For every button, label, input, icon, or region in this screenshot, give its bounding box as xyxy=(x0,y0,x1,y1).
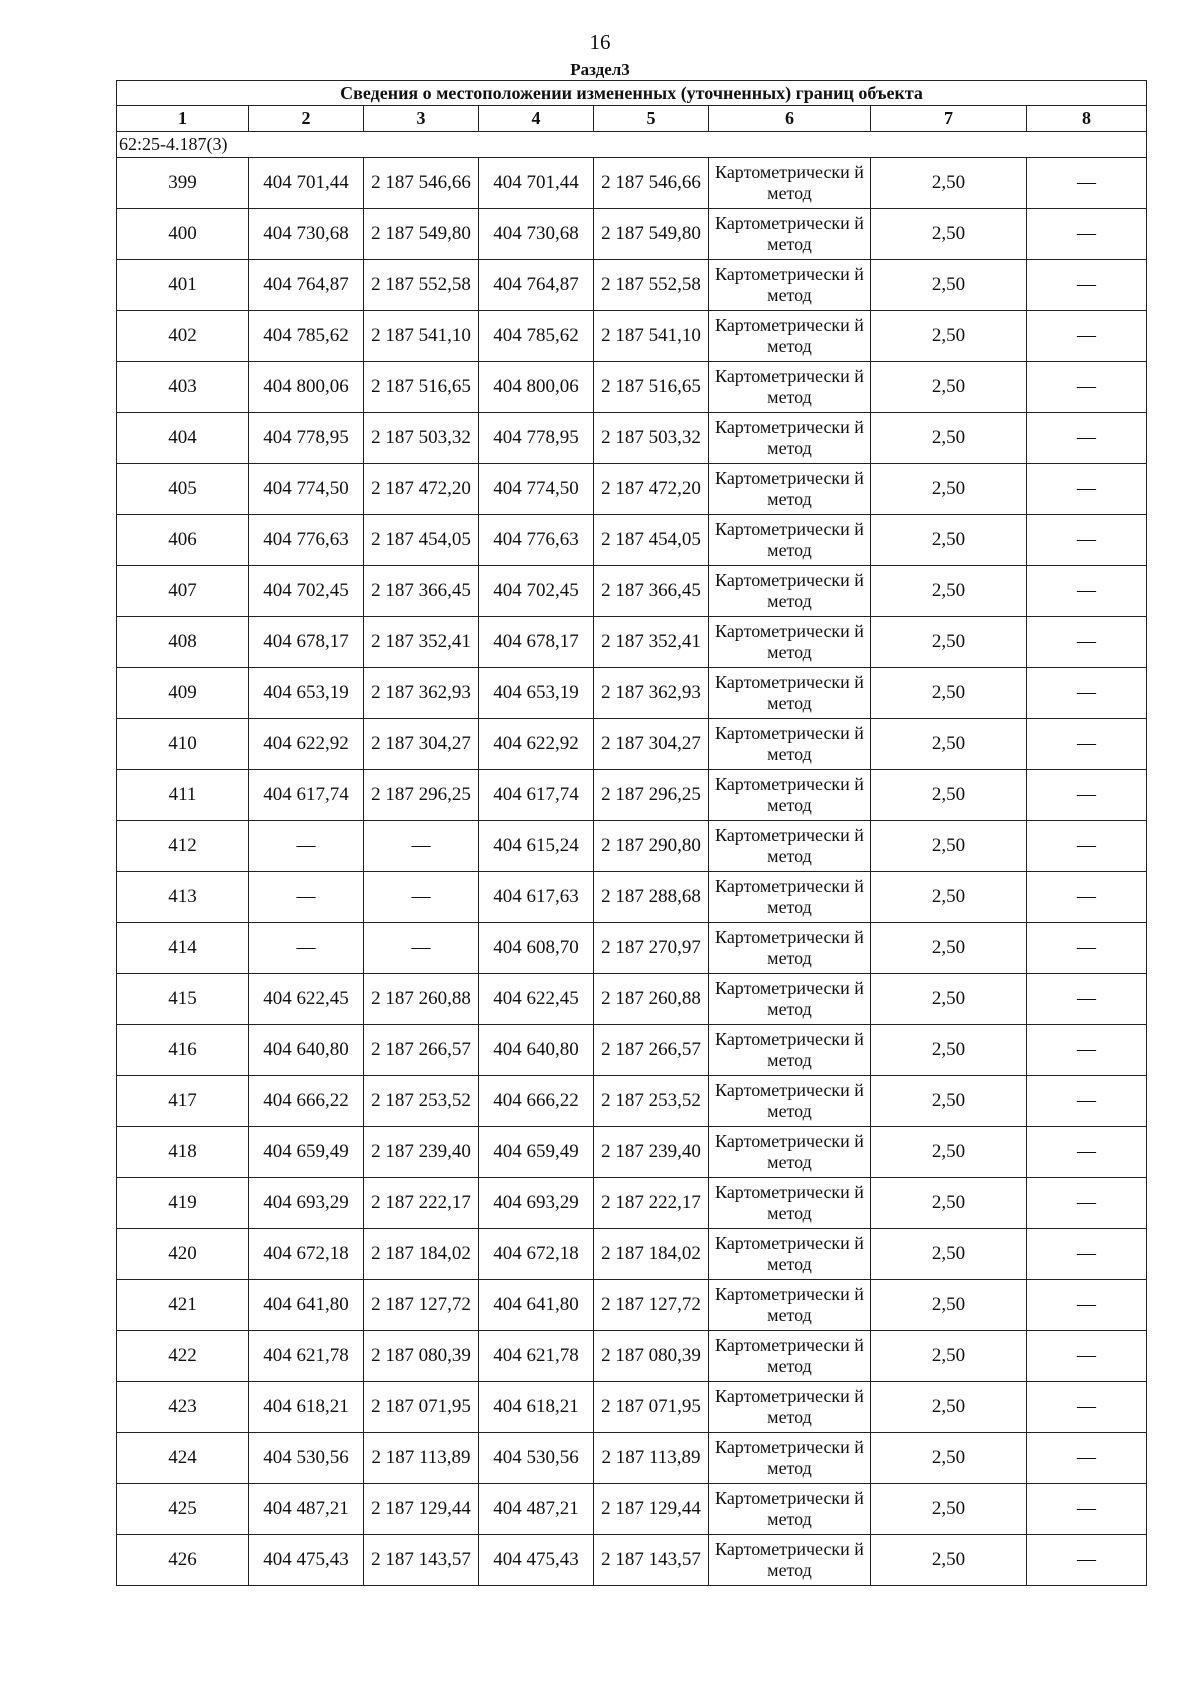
accuracy-cell: 2,50 xyxy=(871,1025,1027,1076)
table-title-row xyxy=(117,81,1147,106)
new-x-cell: 404 487,21 xyxy=(479,1484,594,1535)
method-cell: Картометрически й метод xyxy=(709,413,871,464)
new-x-cell: 404 621,78 xyxy=(479,1331,594,1382)
accuracy-cell: 2,50 xyxy=(871,158,1027,209)
old-x-cell: 404 693,29 xyxy=(249,1178,364,1229)
accuracy-cell: 2,50 xyxy=(871,821,1027,872)
new-y-cell: 2 187 253,52 xyxy=(594,1076,709,1127)
table-row xyxy=(117,923,1147,974)
old-y-cell: 2 187 546,66 xyxy=(364,158,479,209)
accuracy-cell: 2,50 xyxy=(871,515,1027,566)
accuracy-cell: 2,50 xyxy=(871,1433,1027,1484)
table-row xyxy=(117,770,1147,821)
method-cell: Картометрически й метод xyxy=(709,464,871,515)
new-y-cell: 2 187 472,20 xyxy=(594,464,709,515)
point-number-cell: 420 xyxy=(117,1229,249,1280)
accuracy-cell: 2,50 xyxy=(871,209,1027,260)
description-cell: — xyxy=(1027,1280,1147,1331)
description-cell: — xyxy=(1027,1433,1147,1484)
old-x-cell: 404 778,95 xyxy=(249,413,364,464)
description-cell: — xyxy=(1027,1331,1147,1382)
new-x-cell: 404 618,21 xyxy=(479,1382,594,1433)
new-y-cell: 2 187 113,89 xyxy=(594,1433,709,1484)
description-cell: — xyxy=(1027,872,1147,923)
new-x-cell: 404 659,49 xyxy=(479,1127,594,1178)
description-cell: — xyxy=(1027,770,1147,821)
table-row xyxy=(117,260,1147,311)
new-y-cell: 2 187 222,17 xyxy=(594,1178,709,1229)
old-x-cell: — xyxy=(249,821,364,872)
table-body xyxy=(117,81,1147,1586)
old-x-cell: 404 653,19 xyxy=(249,668,364,719)
description-cell: — xyxy=(1027,617,1147,668)
old-y-cell: 2 187 454,05 xyxy=(364,515,479,566)
method-cell: Картометрически й метод xyxy=(709,1484,871,1535)
table-row xyxy=(117,1229,1147,1280)
method-cell: Картометрически й метод xyxy=(709,515,871,566)
old-y-cell: 2 187 127,72 xyxy=(364,1280,479,1331)
accuracy-cell: 2,50 xyxy=(871,770,1027,821)
new-y-cell: 2 187 129,44 xyxy=(594,1484,709,1535)
point-number-cell: 414 xyxy=(117,923,249,974)
table-row xyxy=(117,1484,1147,1535)
table-title: Сведения о местоположении измененных (уточненных) границ объекта xyxy=(117,81,1147,106)
point-number-cell: 409 xyxy=(117,668,249,719)
point-number-cell: 422 xyxy=(117,1331,249,1382)
point-number-cell: 413 xyxy=(117,872,249,923)
new-y-cell: 2 187 239,40 xyxy=(594,1127,709,1178)
new-y-cell: 2 187 080,39 xyxy=(594,1331,709,1382)
old-y-cell: 2 187 222,17 xyxy=(364,1178,479,1229)
method-cell: Картометрически й метод xyxy=(709,1382,871,1433)
table-row xyxy=(117,1382,1147,1433)
new-x-cell: 404 800,06 xyxy=(479,362,594,413)
method-cell: Картометрически й метод xyxy=(709,209,871,260)
table-row xyxy=(117,1025,1147,1076)
method-cell: Картометрически й метод xyxy=(709,260,871,311)
point-number-cell: 425 xyxy=(117,1484,249,1535)
old-y-cell: — xyxy=(364,923,479,974)
accuracy-cell: 2,50 xyxy=(871,1178,1027,1229)
description-cell: — xyxy=(1027,1382,1147,1433)
accuracy-cell: 2,50 xyxy=(871,923,1027,974)
description-cell: — xyxy=(1027,719,1147,770)
old-x-cell: 404 764,87 xyxy=(249,260,364,311)
section-title: Раздел3 xyxy=(570,60,630,79)
old-y-cell: 2 187 362,93 xyxy=(364,668,479,719)
old-y-cell: 2 187 549,80 xyxy=(364,209,479,260)
point-number-cell: 410 xyxy=(117,719,249,770)
method-cell: Картометрически й метод xyxy=(709,1535,871,1586)
old-x-cell: 404 666,22 xyxy=(249,1076,364,1127)
new-y-cell: 2 187 454,05 xyxy=(594,515,709,566)
new-y-cell: 2 187 552,58 xyxy=(594,260,709,311)
new-y-cell: 2 187 127,72 xyxy=(594,1280,709,1331)
column-number-row xyxy=(117,106,1147,132)
old-y-cell: 2 187 304,27 xyxy=(364,719,479,770)
table-row xyxy=(117,1076,1147,1127)
table-row xyxy=(117,566,1147,617)
boundary-coordinates-table xyxy=(116,80,1147,1586)
method-cell: Картометрически й метод xyxy=(709,1076,871,1127)
old-x-cell: 404 659,49 xyxy=(249,1127,364,1178)
point-number-cell: 400 xyxy=(117,209,249,260)
point-number-cell: 418 xyxy=(117,1127,249,1178)
method-cell: Картометрически й метод xyxy=(709,1178,871,1229)
point-number-cell: 412 xyxy=(117,821,249,872)
method-cell: Картометрически й метод xyxy=(709,668,871,719)
accuracy-cell: 2,50 xyxy=(871,1382,1027,1433)
method-cell: Картометрически й метод xyxy=(709,617,871,668)
old-x-cell: 404 622,45 xyxy=(249,974,364,1025)
old-x-cell: 404 622,92 xyxy=(249,719,364,770)
point-number-cell: 415 xyxy=(117,974,249,1025)
new-y-cell: 2 187 362,93 xyxy=(594,668,709,719)
point-number-cell: 407 xyxy=(117,566,249,617)
new-x-cell: 404 653,19 xyxy=(479,668,594,719)
description-cell: — xyxy=(1027,311,1147,362)
table-row xyxy=(117,362,1147,413)
old-y-cell: 2 187 266,57 xyxy=(364,1025,479,1076)
new-y-cell: 2 187 184,02 xyxy=(594,1229,709,1280)
accuracy-cell: 2,50 xyxy=(871,1229,1027,1280)
new-x-cell: 404 475,43 xyxy=(479,1535,594,1586)
old-x-cell: 404 672,18 xyxy=(249,1229,364,1280)
old-x-cell: 404 702,45 xyxy=(249,566,364,617)
table-row xyxy=(117,821,1147,872)
method-cell: Картометрически й метод xyxy=(709,1280,871,1331)
table-row xyxy=(117,617,1147,668)
accuracy-cell: 2,50 xyxy=(871,1127,1027,1178)
old-x-cell: — xyxy=(249,923,364,974)
description-cell: — xyxy=(1027,362,1147,413)
old-y-cell: 2 187 239,40 xyxy=(364,1127,479,1178)
old-x-cell: 404 785,62 xyxy=(249,311,364,362)
new-x-cell: 404 615,24 xyxy=(479,821,594,872)
old-y-cell: 2 187 080,39 xyxy=(364,1331,479,1382)
description-cell: — xyxy=(1027,515,1147,566)
column-number: 3 xyxy=(364,106,479,132)
description-cell: — xyxy=(1027,668,1147,719)
old-y-cell: — xyxy=(364,872,479,923)
point-number-cell: 406 xyxy=(117,515,249,566)
method-cell: Картометрически й метод xyxy=(709,1229,871,1280)
old-x-cell: — xyxy=(249,872,364,923)
column-number: 4 xyxy=(479,106,594,132)
old-x-cell: 404 617,74 xyxy=(249,770,364,821)
column-number: 8 xyxy=(1027,106,1147,132)
table-row xyxy=(117,209,1147,260)
old-y-cell: 2 187 541,10 xyxy=(364,311,479,362)
new-x-cell: 404 622,45 xyxy=(479,974,594,1025)
point-number-cell: 408 xyxy=(117,617,249,668)
table-row xyxy=(117,1127,1147,1178)
accuracy-cell: 2,50 xyxy=(871,1484,1027,1535)
new-x-cell: 404 617,74 xyxy=(479,770,594,821)
accuracy-cell: 2,50 xyxy=(871,617,1027,668)
old-y-cell: 2 187 472,20 xyxy=(364,464,479,515)
new-x-cell: 404 641,80 xyxy=(479,1280,594,1331)
new-x-cell: 404 702,45 xyxy=(479,566,594,617)
description-cell: — xyxy=(1027,974,1147,1025)
table-row xyxy=(117,413,1147,464)
old-y-cell: 2 187 366,45 xyxy=(364,566,479,617)
table-row xyxy=(117,1178,1147,1229)
old-x-cell: 404 530,56 xyxy=(249,1433,364,1484)
description-cell: — xyxy=(1027,1229,1147,1280)
description-cell: — xyxy=(1027,1484,1147,1535)
old-x-cell: 404 678,17 xyxy=(249,617,364,668)
old-x-cell: 404 641,80 xyxy=(249,1280,364,1331)
point-number-cell: 417 xyxy=(117,1076,249,1127)
old-y-cell: 2 187 253,52 xyxy=(364,1076,479,1127)
old-x-cell: 404 640,80 xyxy=(249,1025,364,1076)
page-number: 16 xyxy=(589,30,611,54)
new-x-cell: 404 617,63 xyxy=(479,872,594,923)
new-y-cell: 2 187 516,65 xyxy=(594,362,709,413)
accuracy-cell: 2,50 xyxy=(871,668,1027,719)
new-x-cell: 404 778,95 xyxy=(479,413,594,464)
old-y-cell: 2 187 552,58 xyxy=(364,260,479,311)
new-x-cell: 404 530,56 xyxy=(479,1433,594,1484)
table-row xyxy=(117,719,1147,770)
accuracy-cell: 2,50 xyxy=(871,413,1027,464)
description-cell: — xyxy=(1027,464,1147,515)
accuracy-cell: 2,50 xyxy=(871,1280,1027,1331)
table-row xyxy=(117,464,1147,515)
old-y-cell: 2 187 184,02 xyxy=(364,1229,479,1280)
table-row xyxy=(117,158,1147,209)
new-x-cell: 404 730,68 xyxy=(479,209,594,260)
method-cell: Картометрически й метод xyxy=(709,566,871,617)
new-y-cell: 2 187 260,88 xyxy=(594,974,709,1025)
old-y-cell: 2 187 143,57 xyxy=(364,1535,479,1586)
new-x-cell: 404 701,44 xyxy=(479,158,594,209)
point-number-cell: 399 xyxy=(117,158,249,209)
description-cell: — xyxy=(1027,821,1147,872)
accuracy-cell: 2,50 xyxy=(871,362,1027,413)
object-id: 62:25-4.187(3) xyxy=(117,132,1147,158)
old-x-cell: 404 800,06 xyxy=(249,362,364,413)
method-cell: Картометрически й метод xyxy=(709,158,871,209)
new-y-cell: 2 187 296,25 xyxy=(594,770,709,821)
new-y-cell: 2 187 143,57 xyxy=(594,1535,709,1586)
method-cell: Картометрически й метод xyxy=(709,872,871,923)
old-y-cell: 2 187 296,25 xyxy=(364,770,479,821)
method-cell: Картометрически й метод xyxy=(709,821,871,872)
description-cell: — xyxy=(1027,260,1147,311)
new-x-cell: 404 774,50 xyxy=(479,464,594,515)
accuracy-cell: 2,50 xyxy=(871,974,1027,1025)
new-x-cell: 404 678,17 xyxy=(479,617,594,668)
description-cell: — xyxy=(1027,1178,1147,1229)
new-y-cell: 2 187 304,27 xyxy=(594,719,709,770)
description-cell: — xyxy=(1027,413,1147,464)
point-number-cell: 411 xyxy=(117,770,249,821)
accuracy-cell: 2,50 xyxy=(871,719,1027,770)
point-number-cell: 424 xyxy=(117,1433,249,1484)
method-cell: Картометрически й метод xyxy=(709,1331,871,1382)
point-number-cell: 426 xyxy=(117,1535,249,1586)
new-y-cell: 2 187 549,80 xyxy=(594,209,709,260)
accuracy-cell: 2,50 xyxy=(871,260,1027,311)
table-row xyxy=(117,515,1147,566)
new-x-cell: 404 666,22 xyxy=(479,1076,594,1127)
new-y-cell: 2 187 290,80 xyxy=(594,821,709,872)
accuracy-cell: 2,50 xyxy=(871,311,1027,362)
old-x-cell: 404 618,21 xyxy=(249,1382,364,1433)
table-row xyxy=(117,668,1147,719)
description-cell: — xyxy=(1027,158,1147,209)
method-cell: Картометрически й метод xyxy=(709,923,871,974)
new-x-cell: 404 693,29 xyxy=(479,1178,594,1229)
new-y-cell: 2 187 503,32 xyxy=(594,413,709,464)
point-number-cell: 416 xyxy=(117,1025,249,1076)
description-cell: — xyxy=(1027,923,1147,974)
column-number: 7 xyxy=(871,106,1027,132)
table-row xyxy=(117,1535,1147,1586)
new-y-cell: 2 187 352,41 xyxy=(594,617,709,668)
point-number-cell: 405 xyxy=(117,464,249,515)
accuracy-cell: 2,50 xyxy=(871,1331,1027,1382)
new-x-cell: 404 785,62 xyxy=(479,311,594,362)
old-x-cell: 404 730,68 xyxy=(249,209,364,260)
column-number: 5 xyxy=(594,106,709,132)
description-cell: — xyxy=(1027,566,1147,617)
new-x-cell: 404 640,80 xyxy=(479,1025,594,1076)
old-x-cell: 404 487,21 xyxy=(249,1484,364,1535)
accuracy-cell: 2,50 xyxy=(871,1076,1027,1127)
method-cell: Картометрически й метод xyxy=(709,1025,871,1076)
description-cell: — xyxy=(1027,209,1147,260)
accuracy-cell: 2,50 xyxy=(871,566,1027,617)
point-number-cell: 403 xyxy=(117,362,249,413)
old-x-cell: 404 701,44 xyxy=(249,158,364,209)
method-cell: Картометрически й метод xyxy=(709,974,871,1025)
new-x-cell: 404 764,87 xyxy=(479,260,594,311)
new-x-cell: 404 776,63 xyxy=(479,515,594,566)
new-y-cell: 2 187 541,10 xyxy=(594,311,709,362)
old-x-cell: 404 621,78 xyxy=(249,1331,364,1382)
point-number-cell: 402 xyxy=(117,311,249,362)
method-cell: Картометрически й метод xyxy=(709,770,871,821)
old-y-cell: 2 187 129,44 xyxy=(364,1484,479,1535)
new-y-cell: 2 187 366,45 xyxy=(594,566,709,617)
description-cell: — xyxy=(1027,1025,1147,1076)
method-cell: Картометрически й метод xyxy=(709,719,871,770)
method-cell: Картометрически й метод xyxy=(709,1127,871,1178)
table-row xyxy=(117,872,1147,923)
point-number-cell: 423 xyxy=(117,1382,249,1433)
old-y-cell: 2 187 113,89 xyxy=(364,1433,479,1484)
table-row xyxy=(117,1433,1147,1484)
new-x-cell: 404 672,18 xyxy=(479,1229,594,1280)
new-y-cell: 2 187 546,66 xyxy=(594,158,709,209)
method-cell: Картометрически й метод xyxy=(709,362,871,413)
old-y-cell: 2 187 071,95 xyxy=(364,1382,479,1433)
new-x-cell: 404 622,92 xyxy=(479,719,594,770)
column-number: 2 xyxy=(249,106,364,132)
description-cell: — xyxy=(1027,1076,1147,1127)
old-y-cell: 2 187 260,88 xyxy=(364,974,479,1025)
method-cell: Картометрически й метод xyxy=(709,311,871,362)
accuracy-cell: 2,50 xyxy=(871,1535,1027,1586)
accuracy-cell: 2,50 xyxy=(871,464,1027,515)
description-cell: — xyxy=(1027,1127,1147,1178)
new-y-cell: 2 187 270,97 xyxy=(594,923,709,974)
table-row xyxy=(117,1280,1147,1331)
point-number-cell: 401 xyxy=(117,260,249,311)
old-x-cell: 404 475,43 xyxy=(249,1535,364,1586)
new-y-cell: 2 187 071,95 xyxy=(594,1382,709,1433)
accuracy-cell: 2,50 xyxy=(871,872,1027,923)
point-number-cell: 404 xyxy=(117,413,249,464)
object-id-row xyxy=(117,132,1147,158)
table-row xyxy=(117,311,1147,362)
new-x-cell: 404 608,70 xyxy=(479,923,594,974)
old-x-cell: 404 774,50 xyxy=(249,464,364,515)
method-cell: Картометрически й метод xyxy=(709,1433,871,1484)
point-number-cell: 421 xyxy=(117,1280,249,1331)
old-y-cell: 2 187 352,41 xyxy=(364,617,479,668)
description-cell: — xyxy=(1027,1535,1147,1586)
old-y-cell: — xyxy=(364,821,479,872)
column-number: 6 xyxy=(709,106,871,132)
point-number-cell: 419 xyxy=(117,1178,249,1229)
table-row xyxy=(117,974,1147,1025)
old-y-cell: 2 187 516,65 xyxy=(364,362,479,413)
column-number: 1 xyxy=(117,106,249,132)
old-x-cell: 404 776,63 xyxy=(249,515,364,566)
table-row xyxy=(117,1331,1147,1382)
new-y-cell: 2 187 266,57 xyxy=(594,1025,709,1076)
new-y-cell: 2 187 288,68 xyxy=(594,872,709,923)
old-y-cell: 2 187 503,32 xyxy=(364,413,479,464)
